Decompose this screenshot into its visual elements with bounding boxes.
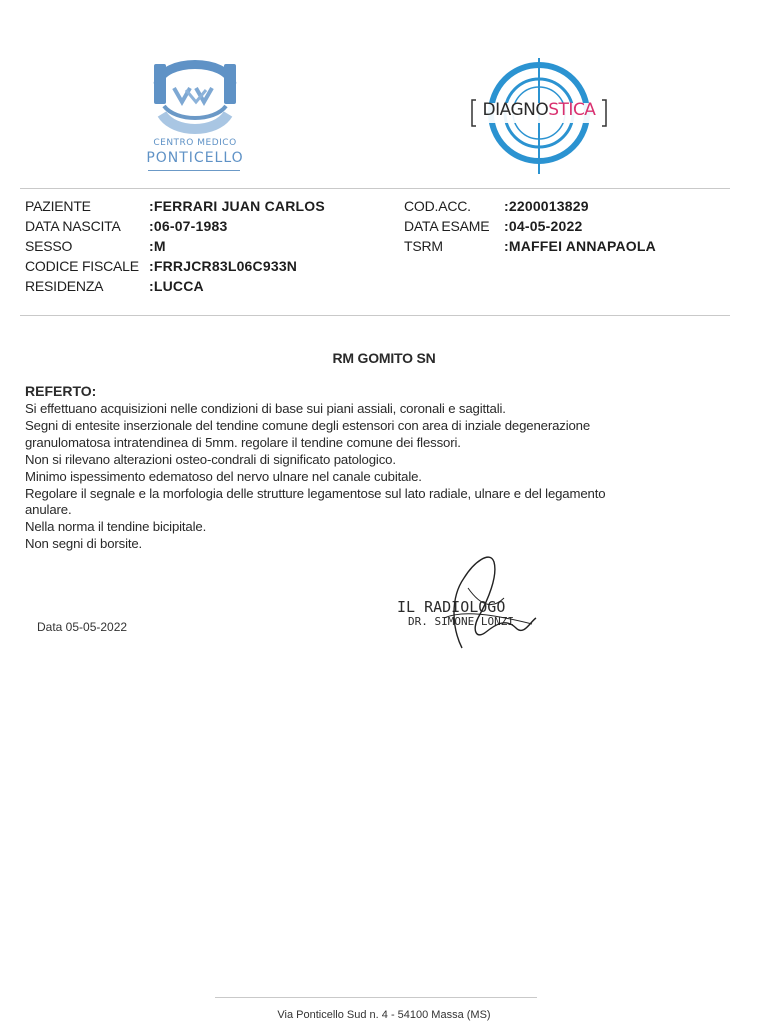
referto-line: Non segni di borsite.: [25, 536, 143, 552]
referto-line: Minimo ispessimento edematoso del nervo ulnare nel canale cubitale.: [25, 468, 422, 484]
header-divider: [20, 188, 730, 189]
sesso-label: SESSO: [25, 238, 73, 254]
referto-line: Segni di entesite inserzionale del tendine comune degli estensori con area di inziale degenerazione: [25, 417, 591, 433]
exam-title: RM GOMITO SN: [332, 350, 436, 366]
referto-line: Nella norma il tendine bicipitale.: [25, 519, 207, 535]
codice-fiscale-value: :FRRJCR83L06C933N: [149, 258, 298, 274]
tsrm-label: TSRM: [404, 238, 443, 254]
logo-line-2: PONTICELLO: [146, 150, 244, 166]
signature-title: IL RADIOLOGO: [397, 598, 506, 616]
data-esame-value: :04-05-2022: [504, 218, 583, 234]
residenza-label: RESIDENZA: [25, 278, 104, 294]
referto-line: anulare.: [25, 502, 72, 518]
data-nascita-value: :06-07-1983: [149, 218, 228, 234]
referto-line: Non si rilevano alterazioni osteo-condrali di significato patologico.: [25, 451, 396, 467]
signature-name: DR. SIMONE LONZI: [408, 615, 514, 628]
handwritten-signature: [432, 548, 542, 653]
referto-line: Regolare il segnale e la morfologia delle strutture legamentose sul lato radiale, ulnare e del legamento: [25, 485, 606, 501]
logo-line-1: CENTRO MEDICO: [153, 138, 237, 148]
report-date: Data 05-05-2022: [37, 620, 128, 634]
diagnostica-word-part2: STICA: [548, 100, 596, 120]
tsrm-value: :MAFFEI ANNAPAOLA: [504, 238, 656, 254]
footer-address: Via Ponticello Sud n. 4 - 54100 Massa (MS): [277, 1009, 491, 1021]
logo-underline: [148, 170, 240, 171]
centro-medico-emblem-icon: [148, 50, 242, 134]
info-divider: [20, 315, 730, 316]
codice-fiscale-label: CODICE FISCALE: [25, 258, 139, 274]
diagnostica-wordmark: [476, 100, 602, 120]
cod-acc-label: COD.ACC.: [404, 198, 471, 214]
data-nascita-label: DATA NASCITA: [25, 218, 121, 234]
referto-line: Si effettuano acquisizioni nelle condizioni di base sui piani assiali, coronali e sagittali.: [25, 401, 506, 416]
diagnostica-word-part1: DIAGNO: [482, 100, 549, 120]
referto-line: granulomatosa intratendinea di 5mm. regolare il tendine comune dei flessori.: [25, 434, 461, 450]
paziente-value: :FERRARI JUAN CARLOS: [149, 198, 325, 214]
paziente-label: PAZIENTE: [25, 198, 91, 214]
centro-medico-logo: [140, 50, 250, 175]
residenza-value: :LUCCA: [149, 278, 204, 294]
diagnostica-logo: [464, 58, 614, 178]
cod-acc-value: :2200013829: [504, 198, 589, 214]
referto-title: REFERTO:: [25, 383, 97, 399]
footer-divider: [215, 997, 537, 998]
data-esame-label: DATA ESAME: [404, 218, 490, 234]
sesso-value: :M: [149, 238, 166, 254]
referto-body: [25, 401, 725, 553]
